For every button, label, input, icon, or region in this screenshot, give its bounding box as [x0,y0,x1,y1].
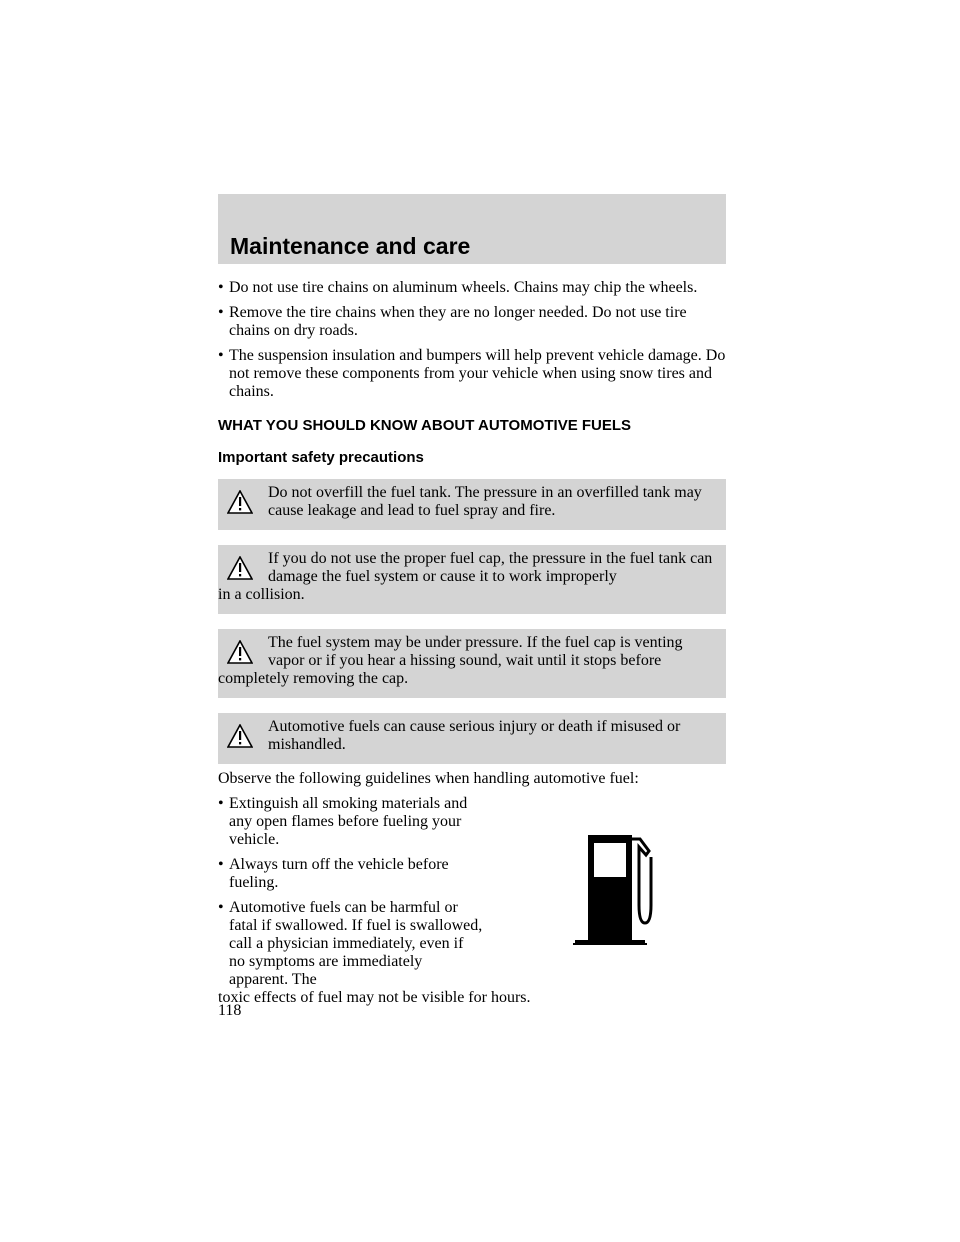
list-item-text: Extinguish all smoking materials and any open flames before fueling your vehicle. [229,795,468,848]
fuel-pump-icon [573,835,673,955]
fuel-guidelines [218,795,726,1007]
list-item-text: The suspension insulation and bumpers will help prevent vehicle damage. Do not remove these components from your vehicle when using snow tires and chains. [229,347,726,400]
warning-text: Do not overfill the fuel tank. The pressure in an overfilled tank may cause leakage and lead to fuel spray and fire. [268,484,702,519]
page-content [218,279,726,1007]
bullet-glyph: • [218,347,224,364]
list-item-text: Do not use tire chains on aluminum wheels. Chains may chip the wheels. [229,279,698,296]
list-item-text: Automotive fuels can be harmful or fatal if swallowed. If fuel is swallowed, call a physician immediately, even if no symptoms are immediately apparent. The [229,899,483,988]
section-header [218,194,726,264]
bullet-glyph: • [218,899,224,916]
warning-triangle-icon [227,640,253,664]
warning-triangle-icon [227,490,253,514]
warning-text: If you do not use the proper fuel cap, the pressure in the fuel tank can damage the fuel system or cause it to work improperly [268,550,713,585]
warning-box [218,479,726,530]
bullet-glyph: • [218,304,224,321]
bullet-glyph: • [218,856,224,873]
warning-box [218,713,726,764]
warning-box [218,545,726,614]
section-title: Maintenance and care [230,233,471,259]
list-item-text-continued: toxic effects of fuel may not be visible for hours. [218,989,531,1006]
list-item [218,347,726,401]
bullet-glyph: • [218,795,224,812]
list-item [218,304,726,340]
list-item [218,856,483,892]
list-item-text: Remove the tire chains when they are no longer needed. Do not use tire chains on dry roads. [229,304,687,339]
warning-text: The fuel system may be under pressure. If the fuel cap is venting vapor or if you hear a hissing sound, wait until it stops before [268,634,683,669]
warning-triangle-icon [227,556,253,580]
section-heading: WHAT YOU SHOULD KNOW ABOUT AUTOMOTIVE FUELS [218,417,632,434]
intro-paragraph: Observe the following guidelines when handling automotive fuel: [218,770,639,787]
warning-text-continued: in a collision. [218,586,305,603]
page-number: 118 [218,1002,242,1019]
warning-box [218,629,726,698]
subsection-heading: Important safety precautions [218,449,424,466]
warning-text-continued: completely removing the cap. [218,670,409,687]
list-item [218,279,726,297]
list-item [218,795,483,849]
warning-text: Automotive fuels can cause serious injury or death if misused or mishandled. [268,718,681,753]
bullet-glyph: • [218,279,224,296]
list-item [218,899,483,989]
list-item-text: Always turn off the vehicle before fueling. [229,856,449,891]
warning-triangle-icon [227,724,253,748]
